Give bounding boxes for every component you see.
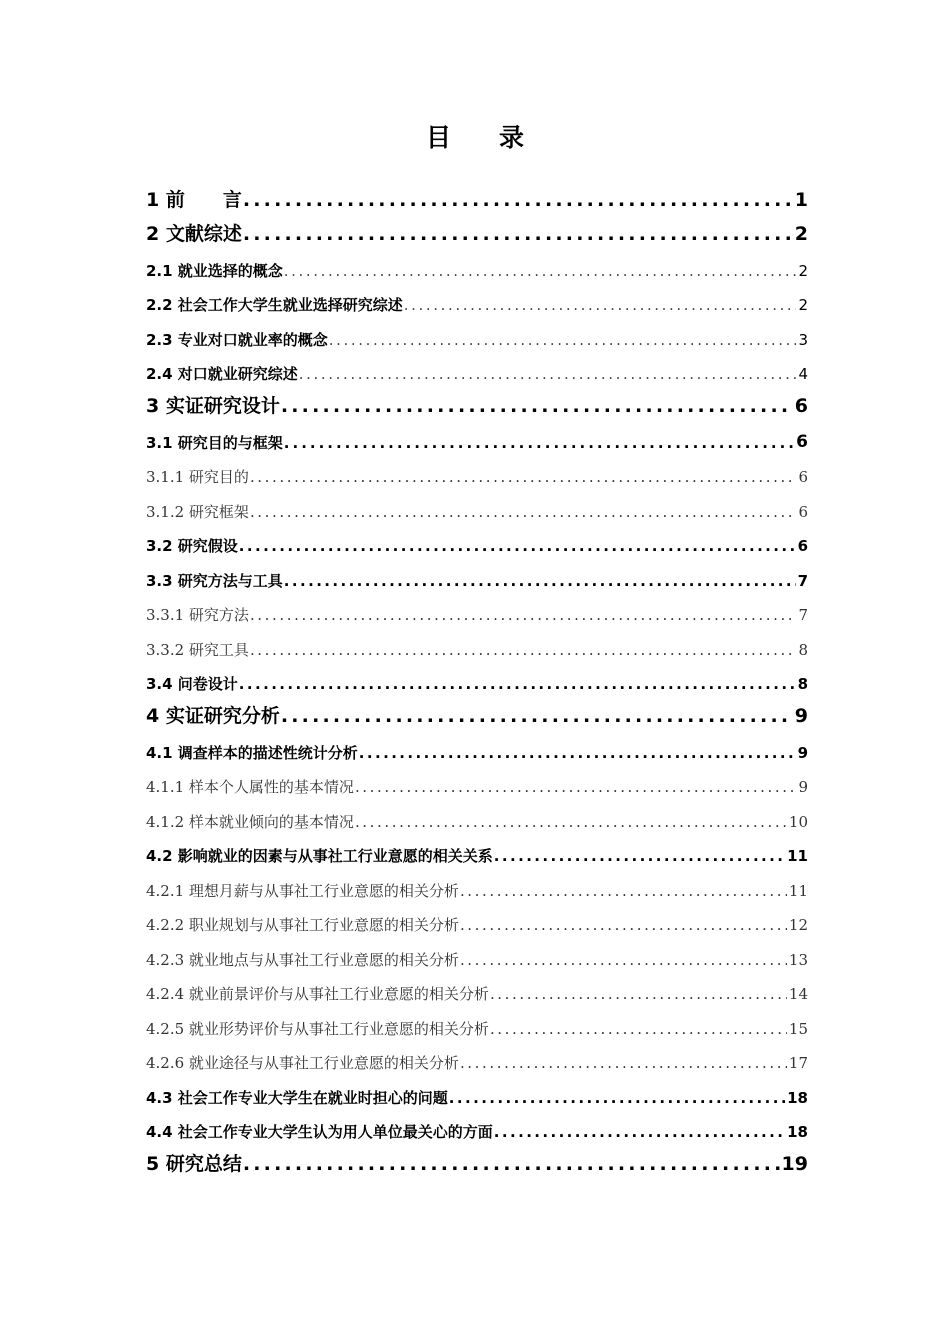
toc-entry-4-2-3[interactable] bbox=[146, 939, 808, 974]
toc-entry-label: 4.2.6 就业途径与从事社工行业意愿的相关分析 bbox=[146, 1054, 459, 1072]
toc-title-char-1: 目 bbox=[425, 123, 451, 152]
toc-entry-label: 4.4 社会工作专业大学生认为用人单位最关心的方面 bbox=[146, 1123, 493, 1141]
toc-entry-label: 1 前 言 bbox=[146, 189, 242, 211]
toc-entry-label: 3.3.2 研究工具 bbox=[146, 640, 249, 659]
toc-entry-label: 4.2.3 就业地点与从事社工行业意愿的相关分析 bbox=[146, 950, 459, 969]
dot-leader bbox=[355, 780, 797, 801]
toc-page-number: 18 bbox=[787, 1123, 808, 1141]
toc-page-number: 11 bbox=[787, 847, 808, 865]
toc-page-number: 11 bbox=[788, 881, 808, 900]
toc-page-number: 12 bbox=[788, 916, 808, 934]
toc-page-number: 19 bbox=[781, 1153, 808, 1175]
toc-entry-label: 3.2 研究假设 bbox=[146, 537, 238, 555]
dot-leader bbox=[404, 298, 797, 319]
toc-entry-4-1-2[interactable] bbox=[146, 801, 808, 836]
toc-page-number: 2 bbox=[798, 296, 808, 314]
toc-entry-3-1-2[interactable] bbox=[146, 491, 808, 526]
toc-entry-4-2-4[interactable] bbox=[146, 974, 808, 1009]
toc-entry-4-1-1[interactable] bbox=[146, 767, 808, 802]
dot-leader bbox=[281, 397, 793, 422]
dot-leader bbox=[490, 1022, 787, 1043]
dot-leader bbox=[243, 191, 793, 216]
toc-page-number: 2 bbox=[798, 261, 808, 280]
dot-leader bbox=[490, 987, 787, 1008]
toc-entry-3-3[interactable] bbox=[146, 560, 808, 595]
toc-entry-label: 4.1 调查样本的描述性统计分析 bbox=[146, 743, 358, 762]
toc-page-number: 9 bbox=[798, 778, 808, 796]
toc-entry-label: 4 实证研究分析 bbox=[146, 705, 280, 727]
toc-entry-1[interactable] bbox=[146, 182, 808, 216]
dot-leader bbox=[460, 1056, 787, 1077]
toc-page-number: 9 bbox=[794, 705, 808, 727]
dot-leader bbox=[284, 436, 794, 457]
toc-title-char-2: 录 bbox=[499, 123, 525, 152]
toc-page-number: 9 bbox=[797, 743, 808, 762]
dot-leader bbox=[239, 539, 796, 560]
toc-page-number: 7 bbox=[797, 571, 808, 590]
toc-entry-label: 3.3 研究方法与工具 bbox=[146, 571, 283, 590]
toc-page-number: 6 bbox=[798, 502, 808, 521]
dot-leader bbox=[250, 643, 797, 664]
toc-page-number: 6 bbox=[797, 537, 808, 555]
toc-page-number: 18 bbox=[787, 1088, 808, 1107]
toc-entry-label: 3.1.2 研究框架 bbox=[146, 502, 249, 521]
toc-entry-4-2-2[interactable] bbox=[146, 905, 808, 940]
toc-page-number: 15 bbox=[788, 1019, 808, 1038]
toc-entry-3-3-1[interactable] bbox=[146, 595, 808, 630]
table-of-contents bbox=[146, 182, 808, 1180]
toc-entry-4-3[interactable] bbox=[146, 1077, 808, 1112]
toc-entry-label: 3.1 研究目的与框架 bbox=[146, 433, 283, 452]
toc-page-number: 10 bbox=[788, 812, 808, 831]
dot-leader bbox=[243, 1155, 780, 1180]
dot-leader bbox=[460, 918, 787, 939]
toc-page-number: 8 bbox=[798, 640, 808, 659]
dot-leader bbox=[355, 815, 787, 836]
toc-page-number: 13 bbox=[788, 950, 808, 969]
toc-entry-label: 4.3 社会工作专业大学生在就业时担心的问题 bbox=[146, 1088, 448, 1107]
toc-entry-4-2-6[interactable] bbox=[146, 1043, 808, 1078]
toc-entry-4-1[interactable] bbox=[146, 732, 808, 767]
dot-leader bbox=[329, 333, 797, 354]
toc-entry-label: 4.2 影响就业的因素与从事社工行业意愿的相关关系 bbox=[146, 847, 493, 865]
toc-entry-label: 2.1 就业选择的概念 bbox=[146, 261, 283, 280]
toc-entry-2-2[interactable] bbox=[146, 285, 808, 320]
toc-entry-2-1[interactable] bbox=[146, 250, 808, 285]
dot-leader bbox=[449, 1091, 785, 1112]
toc-entry-3-3-2[interactable] bbox=[146, 629, 808, 664]
toc-entry-label: 5 研究总结 bbox=[146, 1153, 242, 1175]
dot-leader bbox=[239, 677, 796, 698]
dot-leader bbox=[281, 707, 793, 732]
toc-title bbox=[0, 118, 950, 158]
toc-entry-4-2[interactable] bbox=[146, 836, 808, 871]
dot-leader bbox=[299, 367, 797, 388]
toc-entry-2-3[interactable] bbox=[146, 319, 808, 354]
dot-leader bbox=[284, 574, 796, 595]
toc-entry-label: 4.1.2 样本就业倾向的基本情况 bbox=[146, 812, 354, 831]
dot-leader bbox=[494, 1125, 785, 1146]
toc-entry-3[interactable] bbox=[146, 388, 808, 422]
toc-entry-2[interactable] bbox=[146, 216, 808, 250]
toc-entry-3-4[interactable] bbox=[146, 664, 808, 699]
toc-entry-label: 4.2.2 职业规划与从事社工行业意愿的相关分析 bbox=[146, 916, 459, 934]
dot-leader bbox=[250, 470, 797, 491]
dot-leader bbox=[284, 264, 797, 285]
toc-page-number: 1 bbox=[794, 189, 808, 211]
toc-entry-4-2-1[interactable] bbox=[146, 870, 808, 905]
toc-entry-3-1-1[interactable] bbox=[146, 457, 808, 492]
toc-entry-label: 2.4 对口就业研究综述 bbox=[146, 365, 298, 383]
toc-entry-label: 3.3.1 研究方法 bbox=[146, 606, 249, 624]
toc-page-number: 8 bbox=[797, 675, 808, 693]
toc-entry-label: 4.2.1 理想月薪与从事社工行业意愿的相关分析 bbox=[146, 881, 459, 900]
toc-page-number: 17 bbox=[788, 1054, 808, 1072]
dot-leader bbox=[250, 505, 797, 526]
toc-entry-label: 4.2.4 就业前景评价与从事社工行业意愿的相关分析 bbox=[146, 985, 489, 1003]
toc-page-number: 2 bbox=[794, 223, 808, 245]
toc-entry-4-4[interactable] bbox=[146, 1112, 808, 1147]
toc-entry-label: 3 实证研究设计 bbox=[146, 395, 280, 417]
toc-entry-4-2-5[interactable] bbox=[146, 1008, 808, 1043]
dot-leader bbox=[460, 953, 787, 974]
toc-page-number: 4 bbox=[798, 365, 808, 383]
toc-entry-3-1[interactable] bbox=[146, 422, 808, 457]
dot-leader bbox=[460, 884, 787, 905]
toc-entry-4[interactable] bbox=[146, 698, 808, 732]
toc-entry-3-2[interactable] bbox=[146, 526, 808, 561]
toc-entry-label: 3.4 问卷设计 bbox=[146, 675, 238, 693]
toc-page-number: 6 bbox=[798, 468, 808, 486]
toc-page-number: 3 bbox=[798, 330, 808, 349]
toc-entry-2-4[interactable] bbox=[146, 354, 808, 389]
toc-page-number: 14 bbox=[788, 985, 808, 1003]
dot-leader bbox=[359, 746, 796, 767]
toc-entry-label: 2.3 专业对口就业率的概念 bbox=[146, 330, 328, 349]
dot-leader bbox=[494, 849, 785, 870]
toc-entry-label: 4.1.1 样本个人属性的基本情况 bbox=[146, 778, 354, 796]
dot-leader bbox=[243, 225, 793, 250]
toc-entry-5[interactable] bbox=[146, 1146, 808, 1180]
toc-entry-label: 2.2 社会工作大学生就业选择研究综述 bbox=[146, 296, 403, 314]
toc-entry-label: 2 文献综述 bbox=[146, 223, 242, 245]
toc-entry-label: 3.1.1 研究目的 bbox=[146, 468, 249, 486]
toc-page-number: 7 bbox=[798, 606, 808, 624]
toc-page-number: 6 bbox=[794, 395, 808, 417]
toc-page-number: 6 bbox=[796, 431, 808, 452]
toc-entry-label: 4.2.5 就业形势评价与从事社工行业意愿的相关分析 bbox=[146, 1019, 489, 1038]
dot-leader bbox=[250, 608, 797, 629]
